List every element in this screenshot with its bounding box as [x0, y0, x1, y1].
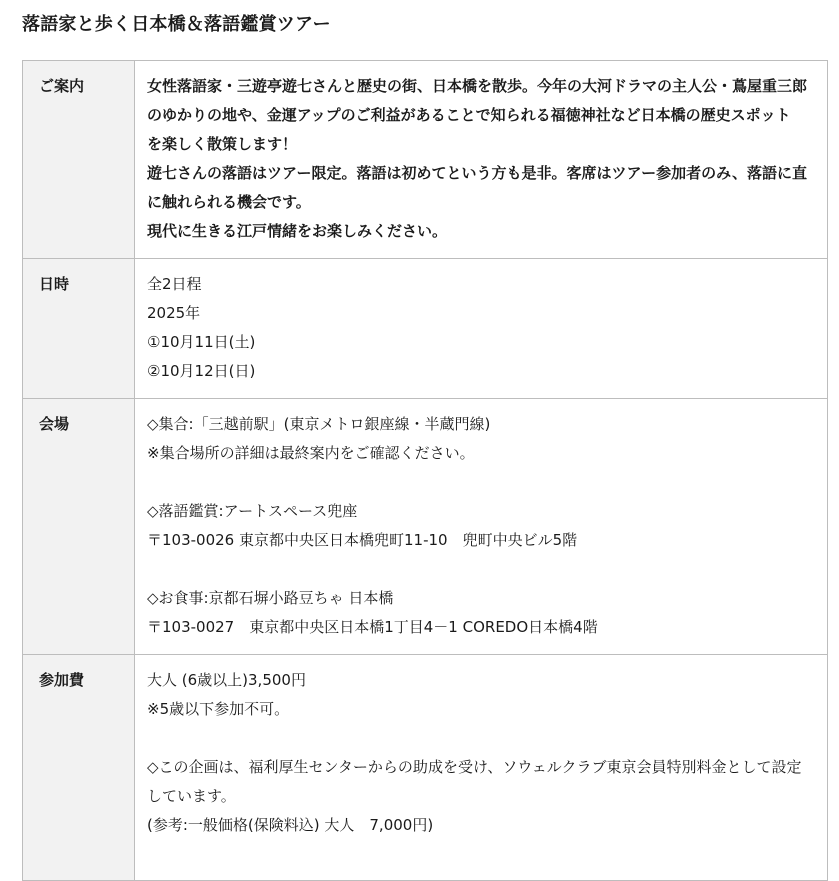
row-label-guide: ご案内 [23, 61, 135, 259]
fee-note: ※5歳以下参加不可。 [147, 700, 290, 718]
guide-line: のゆかりの地や、金運アップのご利益があることで知られる福徳神社など日本橋の歴史スポット [147, 106, 791, 124]
guide-line: 女性落語家・三遊亭遊七さんと歴史の街、日本橋を散歩。今年の大河ドラマの主人公・蔦屋重三郎 [147, 77, 808, 95]
fee-subsidy: しています。 [147, 787, 236, 805]
schedule-count: 全2日程 [147, 275, 202, 293]
row-value-fee [135, 655, 828, 881]
guide-line: 遊七さんの落語はツアー限定。落語は初めてという方も是非。客席はツアー参加者のみ、落語に直 [147, 164, 808, 182]
schedule-date-1: ①10月11日(土) [147, 333, 256, 351]
row-value-schedule [135, 259, 828, 399]
venue-meal: ◇お食事:京都石塀小路豆ちゃ 日本橋 [147, 589, 394, 607]
guide-line: を楽しく散策します！ [147, 135, 298, 153]
row-fee [23, 655, 828, 881]
venue-rakugo: ◇落語鑑賞:アートスペース兜座 [147, 502, 358, 520]
row-venue [23, 399, 828, 655]
schedule-date-2: ②10月12日(日) [147, 362, 256, 380]
venue-rakugo-address: 〒103-0026 東京都中央区日本橋兜町11-10 兜町中央ビル5階 [147, 531, 578, 549]
page-title: 落語家と歩く日本橋＆落語鑑賞ツアー [22, 14, 331, 35]
venue-meal-address: 〒103-0027 東京都中央区日本橋1丁目4－1 COREDO日本橋4階 [147, 618, 598, 636]
row-value-guide [135, 61, 828, 259]
fee-subsidy: ◇この企画は、福利厚生センターからの助成を受け、ソウェルクラブ東京会員特別料金として設定 [147, 758, 802, 776]
tour-info-table [22, 60, 828, 881]
fee-adult: 大人 (6歳以上)3,500円 [147, 671, 306, 689]
venue-meeting-note: ※集合場所の詳細は最終案内をご確認ください。 [147, 444, 475, 462]
schedule-year: 2025年 [147, 304, 201, 322]
row-value-venue [135, 399, 828, 655]
guide-line: に触れられる機会です。 [147, 193, 311, 211]
spacer [147, 555, 813, 584]
row-guide [23, 61, 828, 259]
row-label-venue: 会場 [23, 399, 135, 655]
spacer [147, 724, 813, 753]
venue-meeting: ◇集合:「三越前駅」(東京メトロ銀座線・半蔵門線) [147, 415, 491, 433]
guide-line: 現代に生きる江戸情緒をお楽しみください。 [147, 222, 448, 240]
row-schedule [23, 259, 828, 399]
fee-reference: (参考:一般価格(保険料込) 大人 7,000円) [147, 816, 434, 834]
spacer [147, 468, 813, 497]
row-label-fee: 参加費 [23, 655, 135, 881]
row-label-schedule: 日時 [23, 259, 135, 399]
